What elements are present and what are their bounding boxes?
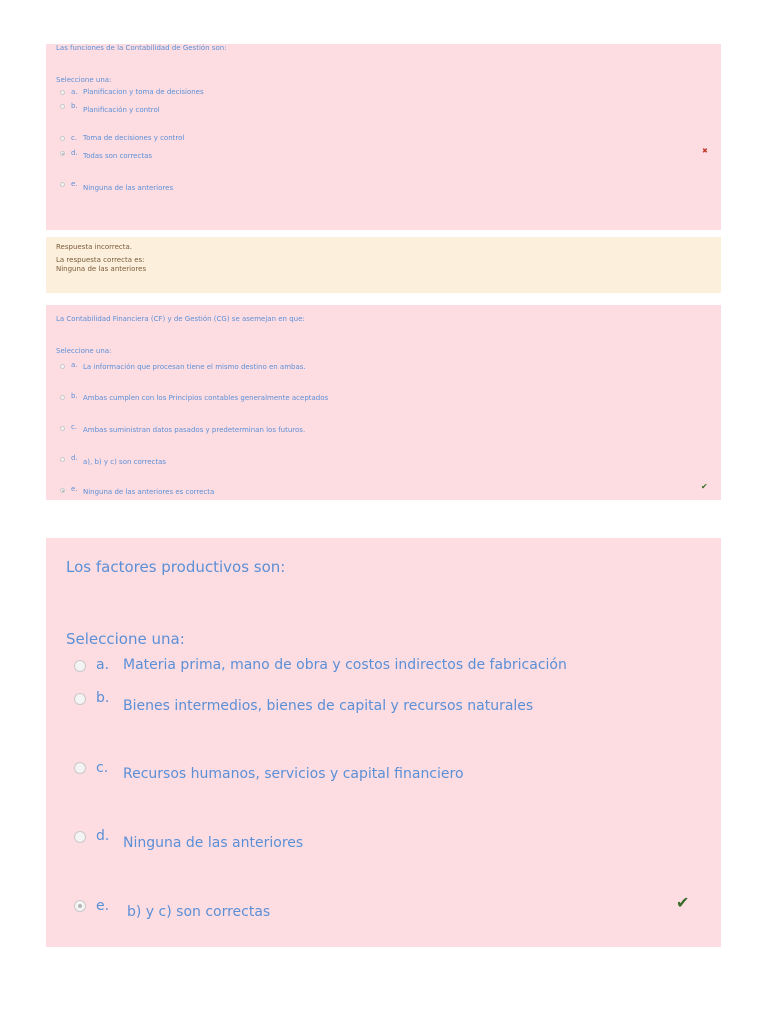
select-prompt: Seleccione una:	[66, 630, 185, 648]
radio-option-e[interactable]	[60, 182, 65, 187]
option-letter-c: c.	[71, 134, 78, 142]
option-text-b[interactable]: Ambas cumplen con los Principios contables generalmente aceptados	[83, 394, 329, 402]
feedback-panel	[46, 237, 721, 293]
option-letter-e: e.	[71, 485, 78, 493]
option-letter-e: e.	[71, 180, 78, 188]
option-letter-b: b.	[71, 392, 78, 400]
radio-option-c[interactable]	[60, 426, 65, 431]
select-prompt: Seleccione una:	[56, 76, 112, 84]
question-text: Los factores productivos son:	[66, 558, 286, 576]
radio-option-b[interactable]	[74, 693, 86, 705]
feedback-correct-answer: Ninguna de las anteriores	[56, 265, 147, 273]
check-icon: ✔	[701, 482, 708, 491]
radio-option-e[interactable]	[74, 900, 86, 912]
option-text-b[interactable]: Planificación y control	[83, 106, 160, 114]
question-panel-3	[46, 538, 721, 947]
radio-option-c[interactable]	[74, 762, 86, 774]
option-letter-a: a.	[96, 657, 110, 673]
option-text-d[interactable]: Todas son correctas	[83, 152, 153, 160]
option-letter-c: c.	[71, 423, 78, 431]
option-text-c[interactable]: Toma de decisiones y control	[83, 134, 185, 142]
x-icon: ✖	[702, 147, 708, 155]
feedback-correct-label: La respuesta correcta es:	[56, 256, 145, 264]
radio-option-d[interactable]	[60, 457, 65, 462]
radio-option-a[interactable]	[60, 90, 65, 95]
select-prompt: Seleccione una:	[56, 347, 112, 355]
option-text-c[interactable]: Recursos humanos, servicios y capital financiero	[123, 766, 464, 782]
radio-option-c[interactable]	[60, 136, 65, 141]
option-text-a[interactable]: Planificacion y toma de decisiones	[83, 88, 204, 96]
option-text-e[interactable]: b) y c) son correctas	[127, 904, 271, 920]
option-text-c[interactable]: Ambas suministran datos pasados y predeterminan los futuros.	[83, 426, 306, 434]
option-letter-e: e.	[96, 898, 110, 914]
question-panel-1	[46, 44, 721, 230]
option-letter-b: b.	[96, 690, 110, 706]
option-letter-c: c.	[96, 760, 109, 776]
option-text-e[interactable]: Ninguna de las anteriores es correcta	[83, 488, 215, 496]
radio-option-b[interactable]	[60, 104, 65, 109]
radio-option-a[interactable]	[74, 660, 86, 672]
question-text: Las funciones de la Contabilidad de Gestión son:	[56, 44, 227, 52]
option-text-d[interactable]: Ninguna de las anteriores	[123, 835, 304, 851]
option-letter-a: a.	[71, 88, 78, 96]
question-panel-2	[46, 305, 721, 500]
option-letter-d: d.	[71, 454, 78, 462]
radio-option-b[interactable]	[60, 395, 65, 400]
option-text-b[interactable]: Bienes intermedios, bienes de capital y recursos naturales	[123, 698, 534, 714]
radio-option-a[interactable]	[60, 364, 65, 369]
option-text-e[interactable]: Ninguna de las anteriores	[83, 184, 174, 192]
option-letter-b: b.	[71, 102, 78, 110]
option-text-d[interactable]: a), b) y c) son correctas	[83, 458, 167, 466]
option-letter-d: d.	[96, 828, 110, 844]
option-letter-d: d.	[71, 149, 78, 157]
feedback-status: Respuesta incorrecta.	[56, 243, 133, 251]
radio-option-d[interactable]	[74, 831, 86, 843]
question-text: La Contabilidad Financiera (CF) y de Gestión (CG) se asemejan en que:	[56, 315, 305, 323]
option-text-a[interactable]: Materia prima, mano de obra y costos indirectos de fabricación	[123, 657, 567, 673]
radio-option-d[interactable]	[60, 151, 65, 156]
check-icon: ✔	[676, 893, 690, 912]
option-letter-a: a.	[71, 361, 78, 369]
option-text-a[interactable]: La información que procesan tiene el mismo destino en ambas.	[83, 363, 306, 371]
radio-option-e[interactable]	[60, 488, 65, 493]
